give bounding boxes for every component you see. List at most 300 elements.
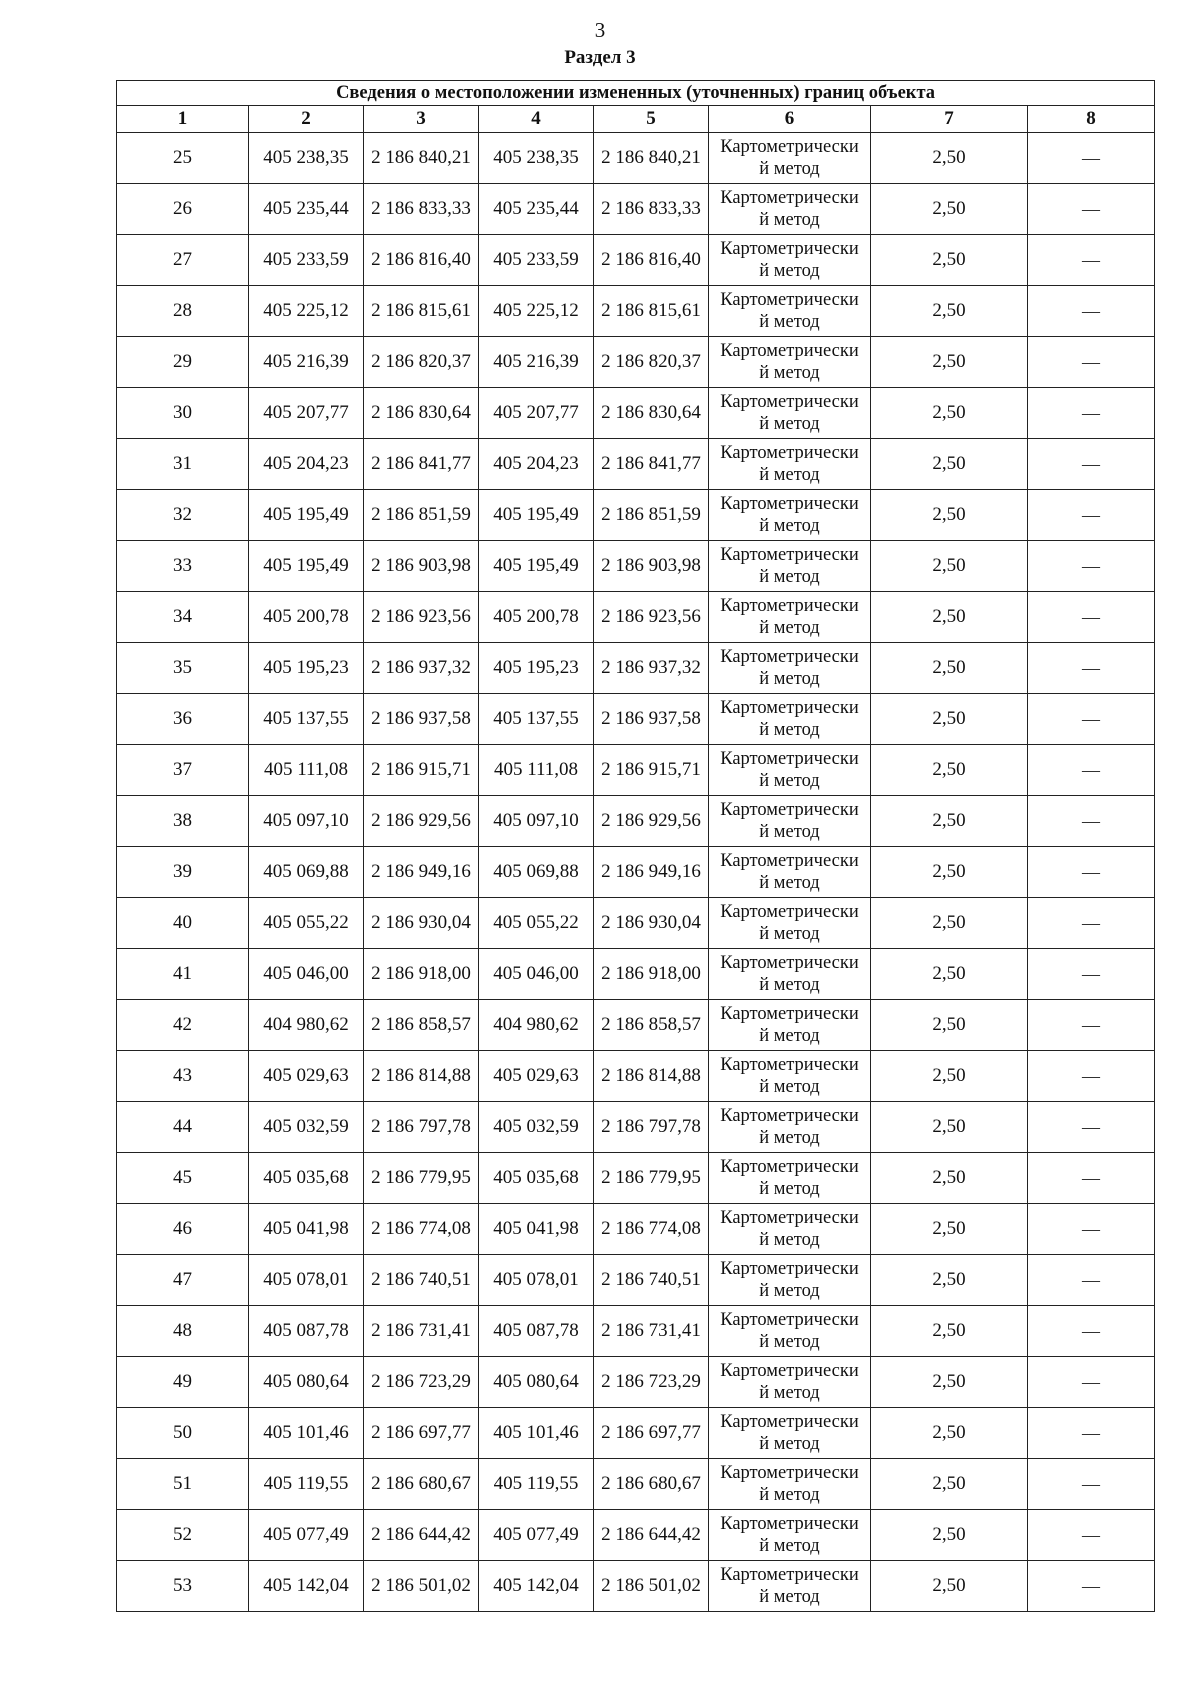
- method-line: Картометрически: [720, 953, 859, 973]
- method-line: Картометрически: [720, 1157, 859, 1177]
- point-number-cell: 46: [117, 1204, 249, 1255]
- method-line: Картометрически: [720, 239, 859, 259]
- accuracy-cell: 2,50: [871, 541, 1028, 592]
- x-new-cell: 405 097,10: [479, 796, 594, 847]
- y-old-cell: 2 186 858,57: [364, 1000, 479, 1051]
- x-new-cell: 405 195,23: [479, 643, 594, 694]
- method-cell: [709, 490, 871, 541]
- method-line: Картометрически: [720, 1208, 859, 1228]
- method-line: й метод: [759, 1434, 820, 1454]
- note-cell: —: [1028, 745, 1155, 796]
- x-old-cell: 405 119,55: [249, 1459, 364, 1510]
- x-old-cell: 405 225,12: [249, 286, 364, 337]
- y-new-cell: 2 186 774,08: [594, 1204, 709, 1255]
- method-line: Картометрически: [720, 1412, 859, 1432]
- point-number-cell: 29: [117, 337, 249, 388]
- point-number-cell: 28: [117, 286, 249, 337]
- table-row: [117, 439, 1155, 490]
- method-line: Картометрически: [720, 290, 859, 310]
- point-number-cell: 41: [117, 949, 249, 1000]
- point-number-cell: 30: [117, 388, 249, 439]
- x-old-cell: 405 078,01: [249, 1255, 364, 1306]
- y-new-cell: 2 186 937,58: [594, 694, 709, 745]
- x-new-cell: 405 078,01: [479, 1255, 594, 1306]
- note-cell: —: [1028, 1408, 1155, 1459]
- method-line: й метод: [759, 822, 820, 842]
- accuracy-cell: 2,50: [871, 1000, 1028, 1051]
- accuracy-cell: 2,50: [871, 1204, 1028, 1255]
- method-cell: [709, 1204, 871, 1255]
- point-number-cell: 40: [117, 898, 249, 949]
- y-new-cell: 2 186 797,78: [594, 1102, 709, 1153]
- y-old-cell: 2 186 779,95: [364, 1153, 479, 1204]
- note-cell: —: [1028, 592, 1155, 643]
- note-cell: —: [1028, 898, 1155, 949]
- method-line: й метод: [759, 465, 820, 485]
- table-row: [117, 1408, 1155, 1459]
- table-row: [117, 337, 1155, 388]
- note-cell: —: [1028, 133, 1155, 184]
- method-cell: [709, 898, 871, 949]
- y-old-cell: 2 186 740,51: [364, 1255, 479, 1306]
- table-caption: Сведения о местоположении измененных (уточненных) границ объекта: [117, 81, 1155, 106]
- section-title: Раздел 3: [564, 47, 636, 68]
- y-new-cell: 2 186 815,61: [594, 286, 709, 337]
- method-line: Картометрически: [720, 1565, 859, 1585]
- method-line: Картометрически: [720, 1106, 859, 1126]
- note-cell: —: [1028, 1510, 1155, 1561]
- x-new-cell: 405 111,08: [479, 745, 594, 796]
- y-new-cell: 2 186 858,57: [594, 1000, 709, 1051]
- note-cell: —: [1028, 337, 1155, 388]
- method-line: Картометрически: [720, 902, 859, 922]
- method-cell: [709, 592, 871, 643]
- x-new-cell: 405 238,35: [479, 133, 594, 184]
- x-new-cell: 405 046,00: [479, 949, 594, 1000]
- x-new-cell: 405 077,49: [479, 1510, 594, 1561]
- table-row: [117, 1561, 1155, 1612]
- method-line: Картометрически: [720, 749, 859, 769]
- method-cell: [709, 1561, 871, 1612]
- table-body: [117, 133, 1155, 1612]
- method-line: й метод: [759, 159, 820, 179]
- method-cell: [709, 1255, 871, 1306]
- method-cell: [709, 235, 871, 286]
- method-line: й метод: [759, 873, 820, 893]
- y-old-cell: 2 186 501,02: [364, 1561, 479, 1612]
- y-new-cell: 2 186 697,77: [594, 1408, 709, 1459]
- method-line: Картометрически: [720, 647, 859, 667]
- accuracy-cell: 2,50: [871, 388, 1028, 439]
- column-number: 4: [479, 106, 594, 133]
- point-number-cell: 37: [117, 745, 249, 796]
- table-row: [117, 490, 1155, 541]
- y-old-cell: 2 186 830,64: [364, 388, 479, 439]
- accuracy-cell: 2,50: [871, 1408, 1028, 1459]
- accuracy-cell: 2,50: [871, 490, 1028, 541]
- method-cell: [709, 1051, 871, 1102]
- x-new-cell: 405 204,23: [479, 439, 594, 490]
- coordinates-table: [116, 80, 1155, 1612]
- method-line: й метод: [759, 1179, 820, 1199]
- column-number: 1: [117, 106, 249, 133]
- y-old-cell: 2 186 840,21: [364, 133, 479, 184]
- note-cell: —: [1028, 1459, 1155, 1510]
- x-old-cell: 405 087,78: [249, 1306, 364, 1357]
- point-number-cell: 39: [117, 847, 249, 898]
- y-old-cell: 2 186 644,42: [364, 1510, 479, 1561]
- accuracy-cell: 2,50: [871, 1051, 1028, 1102]
- method-line: й метод: [759, 975, 820, 995]
- y-new-cell: 2 186 851,59: [594, 490, 709, 541]
- note-cell: —: [1028, 1102, 1155, 1153]
- method-line: Картометрически: [720, 698, 859, 718]
- method-cell: [709, 847, 871, 898]
- table-row: [117, 949, 1155, 1000]
- accuracy-cell: 2,50: [871, 949, 1028, 1000]
- y-old-cell: 2 186 949,16: [364, 847, 479, 898]
- x-old-cell: 405 233,59: [249, 235, 364, 286]
- y-new-cell: 2 186 923,56: [594, 592, 709, 643]
- table-row: [117, 1204, 1155, 1255]
- x-old-cell: 405 032,59: [249, 1102, 364, 1153]
- point-number-cell: 48: [117, 1306, 249, 1357]
- method-line: Картометрически: [720, 1259, 859, 1279]
- y-new-cell: 2 186 723,29: [594, 1357, 709, 1408]
- y-new-cell: 2 186 814,88: [594, 1051, 709, 1102]
- method-line: Картометрически: [720, 494, 859, 514]
- x-new-cell: 405 029,63: [479, 1051, 594, 1102]
- x-old-cell: 405 055,22: [249, 898, 364, 949]
- y-new-cell: 2 186 949,16: [594, 847, 709, 898]
- point-number-cell: 49: [117, 1357, 249, 1408]
- table-row: [117, 1459, 1155, 1510]
- point-number-cell: 31: [117, 439, 249, 490]
- accuracy-cell: 2,50: [871, 694, 1028, 745]
- method-cell: [709, 1357, 871, 1408]
- y-old-cell: 2 186 937,32: [364, 643, 479, 694]
- column-number: 5: [594, 106, 709, 133]
- x-old-cell: 404 980,62: [249, 1000, 364, 1051]
- note-cell: —: [1028, 388, 1155, 439]
- note-cell: —: [1028, 184, 1155, 235]
- point-number-cell: 51: [117, 1459, 249, 1510]
- method-line: й метод: [759, 1281, 820, 1301]
- accuracy-cell: 2,50: [871, 796, 1028, 847]
- x-old-cell: 405 080,64: [249, 1357, 364, 1408]
- column-number: 2: [249, 106, 364, 133]
- method-cell: [709, 133, 871, 184]
- method-cell: [709, 1408, 871, 1459]
- point-number-cell: 42: [117, 1000, 249, 1051]
- method-cell: [709, 541, 871, 592]
- accuracy-cell: 2,50: [871, 1561, 1028, 1612]
- method-line: й метод: [759, 1536, 820, 1556]
- x-old-cell: 405 077,49: [249, 1510, 364, 1561]
- point-number-cell: 50: [117, 1408, 249, 1459]
- table-row: [117, 1102, 1155, 1153]
- method-line: й метод: [759, 924, 820, 944]
- y-old-cell: 2 186 680,67: [364, 1459, 479, 1510]
- x-new-cell: 405 087,78: [479, 1306, 594, 1357]
- method-line: Картометрически: [720, 1361, 859, 1381]
- table-row: [117, 796, 1155, 847]
- method-line: Картометрически: [720, 800, 859, 820]
- y-new-cell: 2 186 731,41: [594, 1306, 709, 1357]
- method-line: Картометрически: [720, 1463, 859, 1483]
- x-old-cell: 405 216,39: [249, 337, 364, 388]
- note-cell: —: [1028, 490, 1155, 541]
- note-cell: —: [1028, 796, 1155, 847]
- note-cell: —: [1028, 1000, 1155, 1051]
- method-cell: [709, 796, 871, 847]
- accuracy-cell: 2,50: [871, 235, 1028, 286]
- y-old-cell: 2 186 820,37: [364, 337, 479, 388]
- method-cell: [709, 694, 871, 745]
- x-old-cell: 405 200,78: [249, 592, 364, 643]
- table-row: [117, 1153, 1155, 1204]
- x-new-cell: 405 080,64: [479, 1357, 594, 1408]
- table-row: [117, 745, 1155, 796]
- accuracy-cell: 2,50: [871, 1306, 1028, 1357]
- accuracy-cell: 2,50: [871, 643, 1028, 694]
- note-cell: —: [1028, 1561, 1155, 1612]
- method-cell: [709, 1459, 871, 1510]
- y-new-cell: 2 186 830,64: [594, 388, 709, 439]
- table-row: [117, 1255, 1155, 1306]
- point-number-cell: 25: [117, 133, 249, 184]
- y-new-cell: 2 186 841,77: [594, 439, 709, 490]
- point-number-cell: 33: [117, 541, 249, 592]
- point-number-cell: 45: [117, 1153, 249, 1204]
- point-number-cell: 47: [117, 1255, 249, 1306]
- x-new-cell: 404 980,62: [479, 1000, 594, 1051]
- point-number-cell: 26: [117, 184, 249, 235]
- note-cell: —: [1028, 1357, 1155, 1408]
- method-line: Картометрически: [720, 1055, 859, 1075]
- x-new-cell: 405 035,68: [479, 1153, 594, 1204]
- point-number-cell: 53: [117, 1561, 249, 1612]
- x-old-cell: 405 195,49: [249, 490, 364, 541]
- page-number: 3: [594, 18, 606, 42]
- x-new-cell: 405 101,46: [479, 1408, 594, 1459]
- table-row: [117, 898, 1155, 949]
- table-row: [117, 235, 1155, 286]
- y-new-cell: 2 186 833,33: [594, 184, 709, 235]
- x-old-cell: 405 204,23: [249, 439, 364, 490]
- y-old-cell: 2 186 816,40: [364, 235, 479, 286]
- y-old-cell: 2 186 774,08: [364, 1204, 479, 1255]
- x-new-cell: 405 137,55: [479, 694, 594, 745]
- accuracy-cell: 2,50: [871, 286, 1028, 337]
- x-new-cell: 405 233,59: [479, 235, 594, 286]
- table-row: [117, 1051, 1155, 1102]
- x-old-cell: 405 069,88: [249, 847, 364, 898]
- method-line: й метод: [759, 1485, 820, 1505]
- column-number: 6: [709, 106, 871, 133]
- accuracy-cell: 2,50: [871, 1510, 1028, 1561]
- note-cell: —: [1028, 643, 1155, 694]
- note-cell: —: [1028, 1051, 1155, 1102]
- y-new-cell: 2 186 820,37: [594, 337, 709, 388]
- accuracy-cell: 2,50: [871, 1255, 1028, 1306]
- x-new-cell: 405 069,88: [479, 847, 594, 898]
- y-old-cell: 2 186 731,41: [364, 1306, 479, 1357]
- x-old-cell: 405 195,49: [249, 541, 364, 592]
- note-cell: —: [1028, 1204, 1155, 1255]
- column-number: 3: [364, 106, 479, 133]
- table-row: [117, 184, 1155, 235]
- method-line: Картометрически: [720, 341, 859, 361]
- method-line: й метод: [759, 1230, 820, 1250]
- note-cell: —: [1028, 694, 1155, 745]
- method-line: й метод: [759, 618, 820, 638]
- note-cell: —: [1028, 949, 1155, 1000]
- table-row: [117, 592, 1155, 643]
- accuracy-cell: 2,50: [871, 1459, 1028, 1510]
- method-line: й метод: [759, 1077, 820, 1097]
- note-cell: —: [1028, 1255, 1155, 1306]
- x-new-cell: 405 195,49: [479, 541, 594, 592]
- note-cell: —: [1028, 541, 1155, 592]
- y-new-cell: 2 186 929,56: [594, 796, 709, 847]
- y-old-cell: 2 186 697,77: [364, 1408, 479, 1459]
- method-cell: [709, 439, 871, 490]
- method-line: й метод: [759, 771, 820, 791]
- accuracy-cell: 2,50: [871, 847, 1028, 898]
- point-number-cell: 32: [117, 490, 249, 541]
- method-line: й метод: [759, 720, 820, 740]
- accuracy-cell: 2,50: [871, 1153, 1028, 1204]
- method-line: Картометрически: [720, 443, 859, 463]
- method-cell: [709, 1000, 871, 1051]
- x-new-cell: 405 055,22: [479, 898, 594, 949]
- accuracy-cell: 2,50: [871, 1102, 1028, 1153]
- y-new-cell: 2 186 840,21: [594, 133, 709, 184]
- y-old-cell: 2 186 815,61: [364, 286, 479, 337]
- x-new-cell: 405 032,59: [479, 1102, 594, 1153]
- y-old-cell: 2 186 797,78: [364, 1102, 479, 1153]
- table-row: [117, 847, 1155, 898]
- accuracy-cell: 2,50: [871, 184, 1028, 235]
- x-old-cell: 405 046,00: [249, 949, 364, 1000]
- method-cell: [709, 286, 871, 337]
- method-line: Картометрически: [720, 188, 859, 208]
- method-line: й метод: [759, 1332, 820, 1352]
- x-old-cell: 405 035,68: [249, 1153, 364, 1204]
- accuracy-cell: 2,50: [871, 592, 1028, 643]
- method-cell: [709, 949, 871, 1000]
- method-line: Картометрически: [720, 545, 859, 565]
- method-line: й метод: [759, 210, 820, 230]
- method-cell: [709, 643, 871, 694]
- table-row: [117, 1510, 1155, 1561]
- method-line: Картометрически: [720, 596, 859, 616]
- point-number-cell: 38: [117, 796, 249, 847]
- y-new-cell: 2 186 915,71: [594, 745, 709, 796]
- y-old-cell: 2 186 915,71: [364, 745, 479, 796]
- note-cell: —: [1028, 439, 1155, 490]
- x-old-cell: 405 235,44: [249, 184, 364, 235]
- y-new-cell: 2 186 680,67: [594, 1459, 709, 1510]
- method-line: й метод: [759, 1383, 820, 1403]
- point-number-cell: 27: [117, 235, 249, 286]
- y-old-cell: 2 186 923,56: [364, 592, 479, 643]
- column-number-row: [117, 106, 1155, 133]
- accuracy-cell: 2,50: [871, 133, 1028, 184]
- column-number: 7: [871, 106, 1028, 133]
- x-old-cell: 405 111,08: [249, 745, 364, 796]
- y-old-cell: 2 186 841,77: [364, 439, 479, 490]
- point-number-cell: 43: [117, 1051, 249, 1102]
- y-new-cell: 2 186 740,51: [594, 1255, 709, 1306]
- y-old-cell: 2 186 930,04: [364, 898, 479, 949]
- x-old-cell: 405 041,98: [249, 1204, 364, 1255]
- x-old-cell: 405 207,77: [249, 388, 364, 439]
- note-cell: —: [1028, 1153, 1155, 1204]
- y-old-cell: 2 186 833,33: [364, 184, 479, 235]
- table-row: [117, 694, 1155, 745]
- method-line: й метод: [759, 312, 820, 332]
- note-cell: —: [1028, 1306, 1155, 1357]
- method-line: й метод: [759, 516, 820, 536]
- x-old-cell: 405 142,04: [249, 1561, 364, 1612]
- method-line: й метод: [759, 261, 820, 281]
- y-new-cell: 2 186 779,95: [594, 1153, 709, 1204]
- accuracy-cell: 2,50: [871, 1357, 1028, 1408]
- x-new-cell: 405 041,98: [479, 1204, 594, 1255]
- method-line: й метод: [759, 414, 820, 434]
- method-line: Картометрически: [720, 1514, 859, 1534]
- method-line: й метод: [759, 1026, 820, 1046]
- y-old-cell: 2 186 903,98: [364, 541, 479, 592]
- table-row: [117, 133, 1155, 184]
- method-line: й метод: [759, 363, 820, 383]
- x-new-cell: 405 142,04: [479, 1561, 594, 1612]
- method-cell: [709, 1510, 871, 1561]
- column-number: 8: [1028, 106, 1155, 133]
- x-old-cell: 405 101,46: [249, 1408, 364, 1459]
- accuracy-cell: 2,50: [871, 337, 1028, 388]
- y-new-cell: 2 186 930,04: [594, 898, 709, 949]
- method-line: Картометрически: [720, 851, 859, 871]
- method-line: Картометрически: [720, 1004, 859, 1024]
- accuracy-cell: 2,50: [871, 745, 1028, 796]
- method-line: й метод: [759, 1587, 820, 1607]
- x-old-cell: 405 195,23: [249, 643, 364, 694]
- x-new-cell: 405 207,77: [479, 388, 594, 439]
- method-line: Картометрически: [720, 137, 859, 157]
- table-row: [117, 1000, 1155, 1051]
- x-new-cell: 405 200,78: [479, 592, 594, 643]
- x-new-cell: 405 225,12: [479, 286, 594, 337]
- x-new-cell: 405 119,55: [479, 1459, 594, 1510]
- accuracy-cell: 2,50: [871, 898, 1028, 949]
- table-row: [117, 541, 1155, 592]
- method-cell: [709, 388, 871, 439]
- method-cell: [709, 184, 871, 235]
- y-old-cell: 2 186 918,00: [364, 949, 479, 1000]
- point-number-cell: 34: [117, 592, 249, 643]
- table-row: [117, 1306, 1155, 1357]
- x-old-cell: 405 238,35: [249, 133, 364, 184]
- table-row: [117, 286, 1155, 337]
- y-old-cell: 2 186 723,29: [364, 1357, 479, 1408]
- method-cell: [709, 745, 871, 796]
- y-new-cell: 2 186 937,32: [594, 643, 709, 694]
- note-cell: —: [1028, 235, 1155, 286]
- y-old-cell: 2 186 814,88: [364, 1051, 479, 1102]
